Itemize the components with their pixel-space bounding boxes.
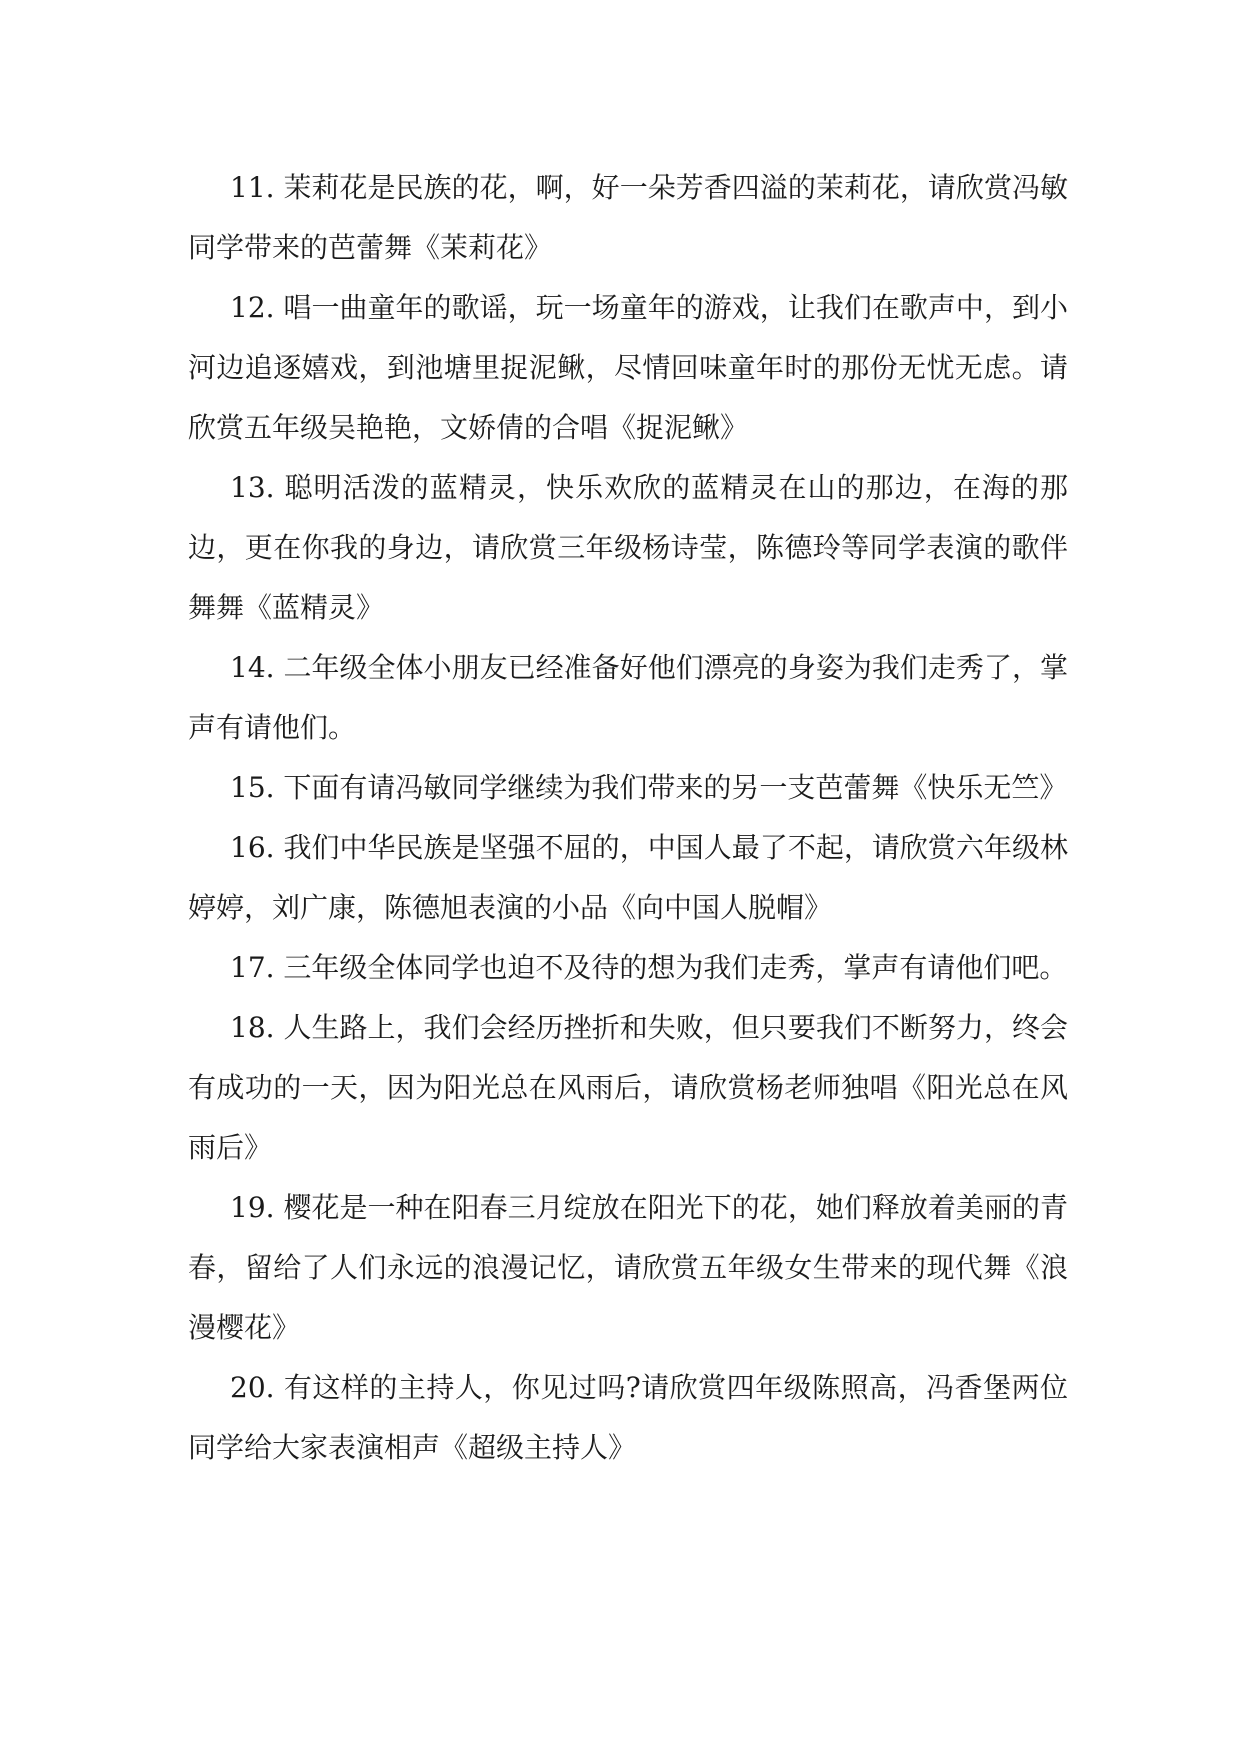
paragraph-17: 17. 三年级全体同学也迫不及待的想为我们走秀，掌声有请他们吧。 [230,951,1068,984]
paragraph-12: 12. 唱一曲童年的歌谣，玩一场童年的游戏，让我们在歌声中，到小河边追逐嬉戏，到池塘里捉泥鳅，尽情回味童年时的那份无忧无虑。请欣赏五年级吴艳艳，文娇倩的合唱《捉泥鳅》 [188,291,1068,444]
paragraph-15: 15. 下面有请冯敏同学继续为我们带来的另一支芭蕾舞《快乐无竺》 [230,771,1068,804]
paragraph-14: 14. 二年级全体小朋友已经准备好他们漂亮的身姿为我们走秀了，掌声有请他们。 [188,651,1068,744]
paragraph-19: 19. 樱花是一种在阳春三月绽放在阳光下的花，她们释放着美丽的青春，留给了人们永远的浪漫记忆，请欣赏五年级女生带来的现代舞《浪漫樱花》 [188,1191,1068,1344]
paragraph-20: 20. 有这样的主持人，你见过吗?请欣赏四年级陈照高，冯香堡两位同学给大家表演相声《超级主持人》 [188,1371,1068,1464]
paragraph-16: 16. 我们中华民族是坚强不屈的，中国人最了不起，请欣赏六年级林婷婷，刘广康，陈德旭表演的小品《向中国人脱帽》 [188,831,1068,924]
paragraph-13: 13. 聪明活泼的蓝精灵，快乐欢欣的蓝精灵在山的那边，在海的那边，更在你我的身边，请欣赏三年级杨诗莹，陈德玲等同学表演的歌伴舞舞《蓝精灵》 [188,471,1068,624]
paragraph-18: 18. 人生路上，我们会经历挫折和失败，但只要我们不断努力，终会有成功的一天，因为阳光总在风雨后，请欣赏杨老师独唱《阳光总在风雨后》 [188,1011,1068,1164]
document-body [188,158,1068,1478]
paragraph-11: 11. 茉莉花是民族的花，啊，好一朵芳香四溢的茉莉花，请欣赏冯敏同学带来的芭蕾舞《茉莉花》 [188,171,1068,264]
